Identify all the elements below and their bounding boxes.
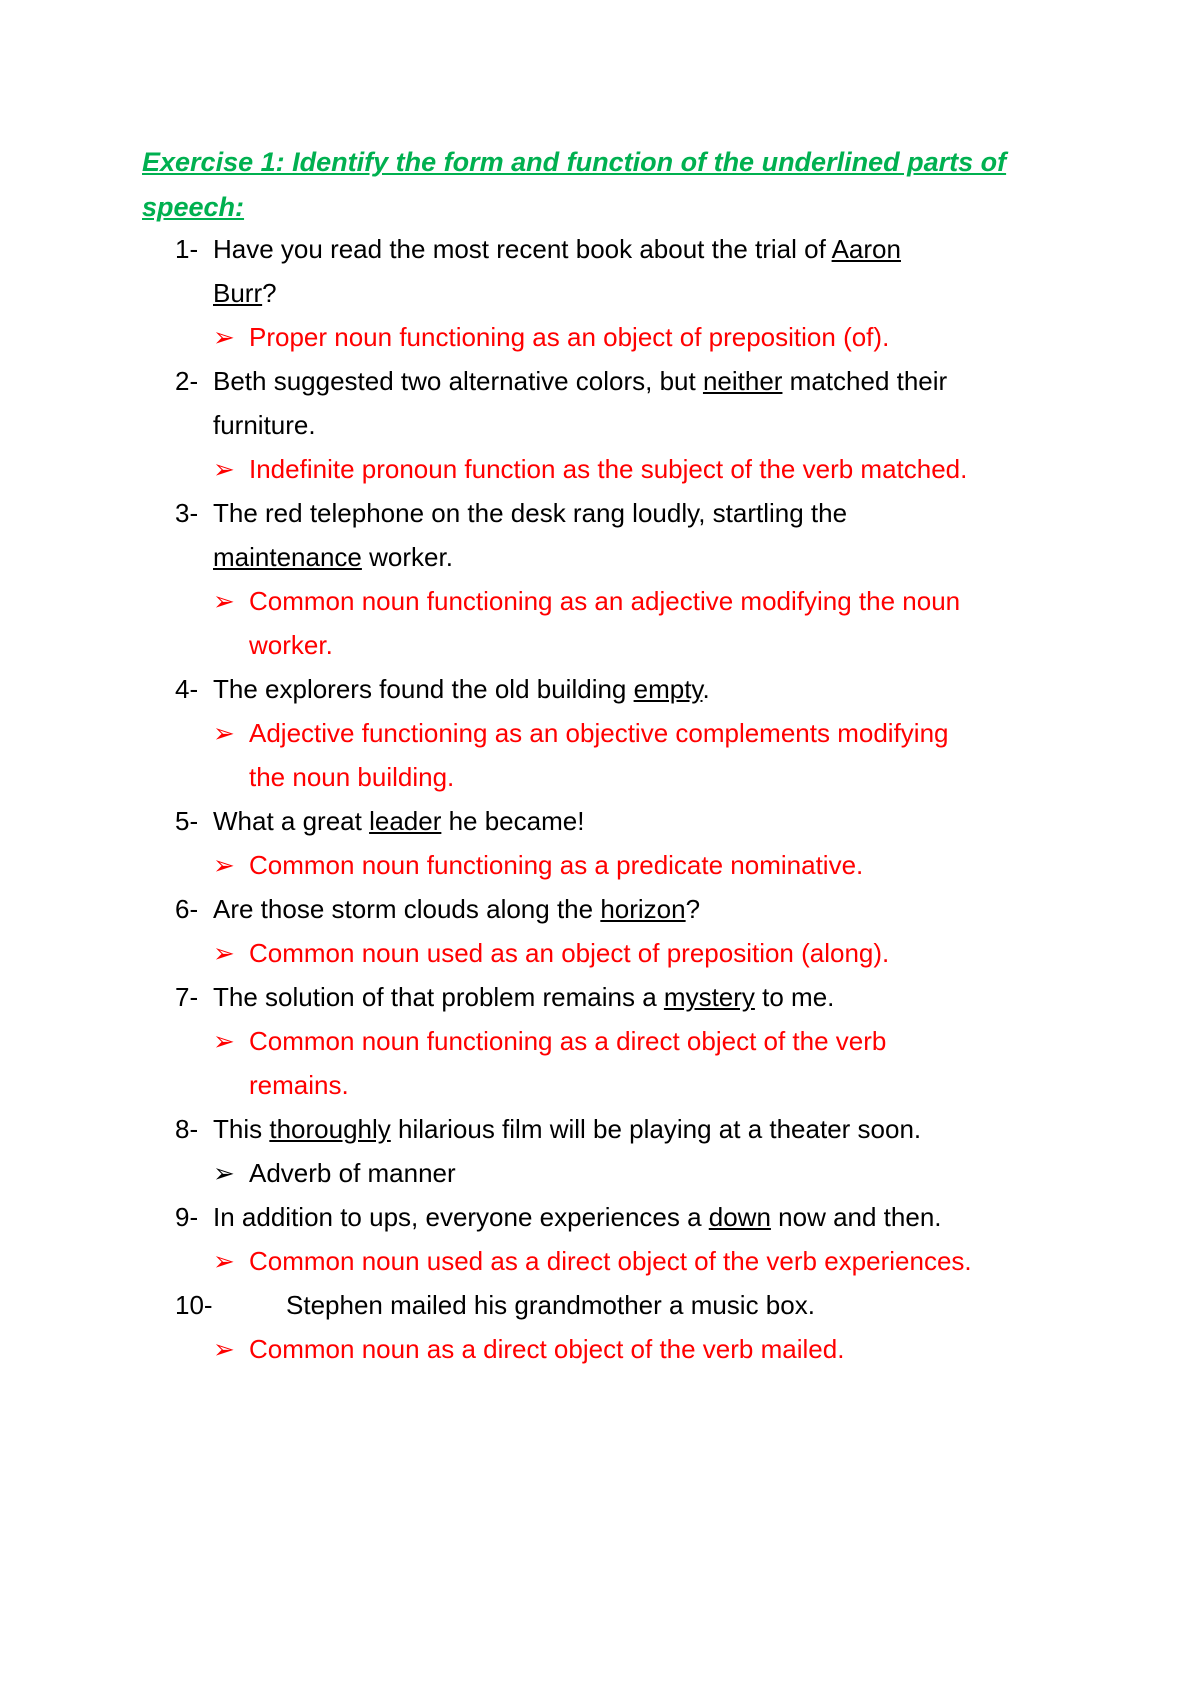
- question-line: [175, 887, 1085, 931]
- answer-line: [213, 1063, 1129, 1107]
- answer-line: [213, 579, 1093, 623]
- answer-line: [213, 843, 1093, 887]
- question-line: [175, 359, 1085, 403]
- answer-line: [213, 315, 1093, 359]
- underlined-word: Aaron: [831, 234, 901, 264]
- answer-line: [213, 755, 1129, 799]
- sentence-text: to me.: [754, 982, 835, 1012]
- sentence-text: furniture.: [213, 410, 316, 440]
- sentence-text: he became!: [441, 806, 585, 836]
- item-number: 1-: [175, 234, 199, 264]
- question-line: [175, 403, 1123, 447]
- underlined-word: mystery: [663, 982, 755, 1012]
- arrow-bullet-icon: ➢: [213, 1158, 235, 1188]
- sentence-text: The solution of that problem remains a: [213, 982, 664, 1012]
- answer-line: [213, 1239, 1093, 1283]
- question-line: [175, 799, 1085, 843]
- question-line: [175, 535, 1123, 579]
- sentence-text: In addition to ups, everyone experiences a: [213, 1202, 709, 1232]
- question-line: [175, 1195, 1085, 1239]
- sentence-text: This: [213, 1114, 270, 1144]
- arrow-bullet-icon: ➢: [213, 1334, 235, 1364]
- sentence-text: ?: [685, 894, 701, 924]
- answer-line: [213, 1327, 1093, 1371]
- sentence-text: Have you read the most recent book about the trial of: [213, 234, 832, 264]
- question-line: [175, 975, 1085, 1019]
- arrow-bullet-icon: ➢: [213, 454, 235, 484]
- answer-text: Indefinite pronoun function as the subject of the verb matched.: [249, 454, 968, 484]
- sentence-text: What a great: [213, 806, 370, 836]
- arrow-bullet-icon: ➢: [213, 1026, 235, 1056]
- answer-line: [213, 623, 1129, 667]
- answer-line: [213, 931, 1093, 975]
- sentence-text: Are those storm clouds along the: [213, 894, 601, 924]
- underlined-word: neither: [702, 366, 783, 396]
- answer-line: [213, 1151, 1093, 1195]
- answer-line: [213, 711, 1093, 755]
- arrow-bullet-icon: ➢: [213, 938, 235, 968]
- exercise-title: Exercise 1: Identify the form and function of the underlined parts of speech:: [142, 147, 1007, 222]
- question-line: [175, 271, 1123, 315]
- underlined-word: leader: [369, 806, 442, 836]
- item-number: 4-: [175, 674, 199, 704]
- underlined-word: maintenance: [213, 542, 362, 572]
- sentence-text: matched their: [782, 366, 948, 396]
- answer-text: Adverb of manner: [249, 1158, 456, 1188]
- sentence-text: worker.: [361, 542, 453, 572]
- arrow-bullet-icon: ➢: [213, 718, 235, 748]
- sentence-text: ?: [262, 278, 277, 308]
- item-number: 2-: [175, 366, 199, 396]
- arrow-bullet-icon: ➢: [213, 850, 235, 880]
- answer-text: Common noun functioning as an adjective modifying the noun: [249, 586, 961, 616]
- underlined-word: Burr: [213, 278, 263, 308]
- answer-text: Adjective functioning as an objective complements modifying: [249, 718, 949, 748]
- underlined-word: down: [708, 1202, 771, 1232]
- answer-text: Common noun used as an object of preposition (along).: [249, 938, 890, 968]
- question-line: [175, 1107, 1085, 1151]
- question-line: [175, 491, 1085, 535]
- sentence-text: The explorers found the old building: [213, 674, 634, 704]
- item-number: 7-: [175, 982, 199, 1012]
- item-number: 3-: [175, 498, 199, 528]
- answer-text: worker.: [249, 630, 333, 660]
- answer-text: Proper noun functioning as an object of preposition (of).: [249, 322, 890, 352]
- answer-text: Common noun functioning as a predicate nominative.: [249, 850, 864, 880]
- question-line: [175, 1283, 1085, 1327]
- answer-text: Common noun as a direct object of the verb mailed.: [249, 1334, 845, 1364]
- arrow-bullet-icon: ➢: [213, 586, 235, 616]
- item-number: 9-: [175, 1202, 199, 1232]
- arrow-bullet-icon: ➢: [213, 1246, 235, 1276]
- sentence-text: hilarious film will be playing at a theater soon.: [390, 1114, 922, 1144]
- sentence-text: The red telephone on the desk rang loudly, startling the: [213, 498, 848, 528]
- answer-text: Common noun used as a direct object of the verb experiences.: [249, 1246, 972, 1276]
- sentence-text: Stephen mailed his grandmother a music box.: [286, 1290, 815, 1320]
- underlined-word: horizon: [600, 894, 686, 924]
- sentence-text: .: [702, 674, 710, 704]
- answer-text: the noun building.: [249, 762, 455, 792]
- underlined-word: thoroughly: [269, 1114, 391, 1144]
- answer-line: [213, 447, 1093, 491]
- item-number: 5-: [175, 806, 199, 836]
- sentence-text: Beth suggested two alternative colors, but: [213, 366, 703, 396]
- question-line: [175, 667, 1085, 711]
- answer-text: Common noun functioning as a direct object of the verb: [249, 1026, 887, 1056]
- question-line: [175, 227, 1085, 271]
- item-number: 8-: [175, 1114, 199, 1144]
- answer-text: remains.: [249, 1070, 349, 1100]
- arrow-bullet-icon: ➢: [213, 322, 235, 352]
- underlined-word: empty: [633, 674, 703, 704]
- sentence-text: now and then.: [770, 1202, 942, 1232]
- item-number: 6-: [175, 894, 199, 924]
- answer-line: [213, 1019, 1093, 1063]
- item-number: 10-: [175, 1290, 213, 1320]
